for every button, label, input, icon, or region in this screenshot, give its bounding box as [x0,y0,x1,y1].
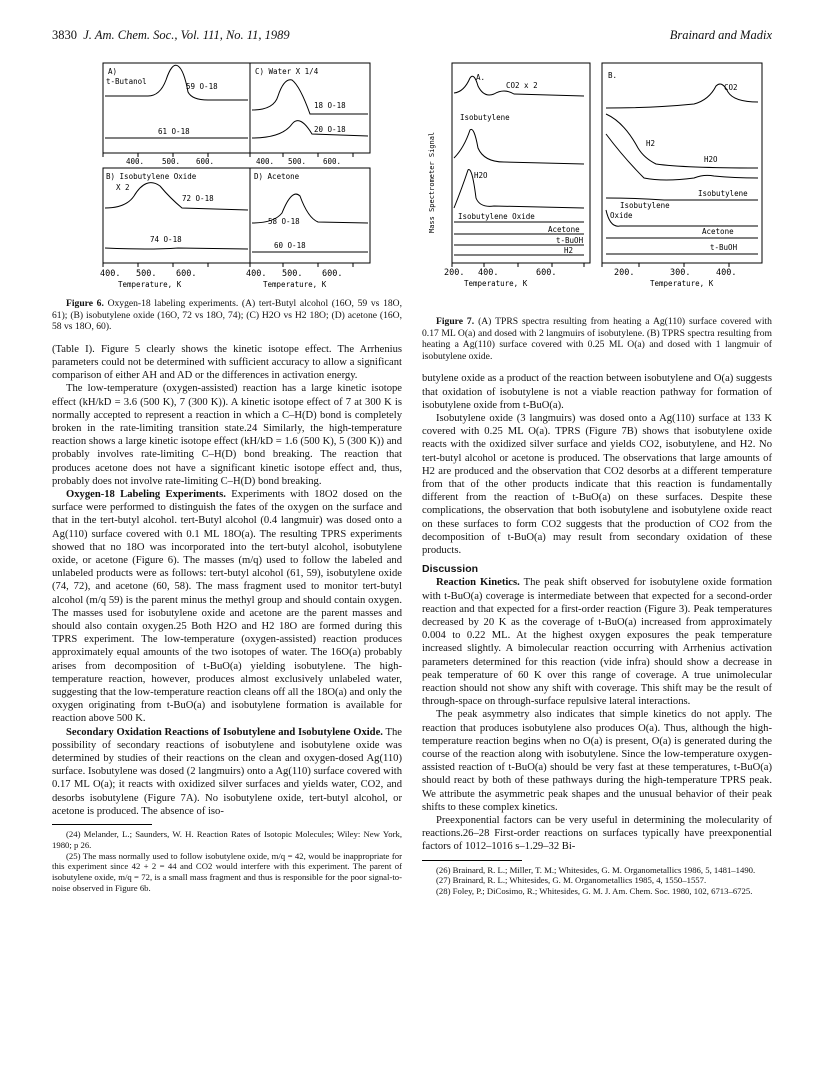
fig6-xlabel-right: Temperature, K [263,280,327,289]
fig7-b-tbuoh: t-BuOH [710,243,738,252]
fig6-c-label: C) Water X 1/4 [255,67,319,76]
fig7-a-tick-3: 600. [536,268,557,278]
fig6-c-trace-20 [252,121,368,138]
right-column [422,316,772,897]
figure-7-caption [422,316,772,362]
fig7-b-h2o-trace [606,134,758,180]
fig7-a-h2o: H2O [474,171,488,180]
footnote-28: (28) Foley, P.; DiCosimo, R.; Whitesides, G. M. J. Am. Chem. Soc. 1980, 102, 6713–6725. [436,886,753,897]
left-paragraph-2: The low-temperature (oxygen-assisted) reaction has a large kinetic isotope effect (kH/kD = 3.6 (500 K), 7 (300 K)). A kinetic isotope effect of 7 at 300 K is normally accepted to represent a reaction in which a C–H(D) bond is completely broken in the rate-limiting transition state.24 Similarly, the high-temperature reaction shows a large kinetic isotope effect (kH/kD = 1.6 (500 K), 5 (300 K)) and probably involves rate-limiting C–H(D) bond breaking. The reaction that produces acetone does not have a significant kinetic isotope effect and, thus, probably does not involve rate-limiting C–H(D) bond breaking. [52,383,402,487]
fig6-b-lower: 74 O-18 [150,235,182,244]
fig6-b-mult: X 2 [116,183,130,192]
footnote-25: (25) The mass normally used to follow isobutylene oxide, m/q = 42, would be inappropriate for this experiment since 42 + 2 = 44 and CO2 would interfere with this experiment. The parent of isobutylene oxide, m/q = 72, is a small mass fragment and thus is responsible for the poor signal-to-noise observed in Figure 6b. [52,850,402,894]
fig6-panel-c-frame [250,63,370,153]
fig7-a-acetone: Acetone [548,225,580,234]
right-paragraph-4: The peak asymmetry also indicates that simple kinetics do not apply. The reaction that produces isobutylene also produces O(a). Thus, although the high-temperature reaction begins when no O(a) is present, O(a) is generated during the course of the reaction along with isobutylene. Since the low-temperature oxygen-assisted reaction of t-BuO(a) should be very fast at these temperatures, t-BuO(a) should react by both of these pathways during the high-temperature TPRS peak. We attribute the asymmetric peak shapes and the unusual behavior of their peak shifts to these complex kinetics. [422,709,772,813]
fig7-b-isobutylene-trace [606,198,758,200]
right-paragraph-5: Preexponential factors can be very useful in determining the molecularity of reactions.26–28 First-order reactions on surfaces typically have preexponential factors of 1012–1016 s–1.29–32 Bi- [422,815,772,853]
fig7-ticks [452,263,729,267]
fig6-bottom-ticks [103,263,353,267]
figure-7 [424,58,774,303]
fig6-a-compound: t-Butanol [106,77,147,86]
fig6-b-trace-74 [105,248,248,249]
fig6-bottom-tick-5: 500. [282,269,303,279]
fig6-xlabel-left: Temperature, K [118,280,182,289]
discussion-heading: Discussion [422,563,479,576]
figure-6 [78,58,378,298]
fig6-a-lower: 61 O-18 [158,127,190,136]
fig7-xlabel-a: Temperature, K [464,279,528,288]
fig7-b-h2o: H2O [704,155,718,164]
fig7-a-isobutylene: Isobutylene [460,113,510,122]
fig6-top-tick-6: 600. [323,157,342,166]
footnote-26: (26) Brainard, R. L.; Miller, T. M.; Whitesides, G. M. Organometallics 1986, 5, 1481–1490. [436,864,756,875]
fig6-c-upper: 18 O-18 [314,101,346,110]
fig6-top-tick-5: 500. [288,157,307,166]
fig7-panel-b-frame [602,63,762,263]
left-paragraph-3 [52,488,402,726]
fig7-yaxis-label: Mass Spectrometer Signal [428,131,436,233]
fig6-bottom-tick-4: 400. [246,269,267,279]
fig6-b-label: B) Isobutylene Oxide [106,172,197,181]
fig7-panel-a: A. [476,73,486,82]
figure-7-caption-label: Figure 7. [436,316,475,327]
fig6-bottom-tick-2: 500. [136,269,157,279]
fig6-top-tick-4: 400. [256,157,275,166]
footnote-rule-right [422,860,522,861]
left-paragraph-4 [52,726,402,818]
fig7-a-h2: H2 [564,246,574,255]
figure-7-caption-text: (A) TPRS spectra resulting from heating a Ag(110) surface covered with 0.17 ML O(a) and dosed with 2 langmuirs of isobutylene. (B) TPRS spectra resulting from heating a Ag(110) surface covered with 0.25 ML O(a) and dosed with 1 langmuir of isobutylene oxide. [422,316,772,362]
fig6-d-label: D) Acetone [254,172,300,181]
left-paragraph-3-text: Experiments with 18O2 dosed on the surface were performed to distinguish the fates of the oxygen on the surface and that in the tert-butyl alcohol. tert-Butyl alcohol (0.4 langmuir) was dosed onto a Ag(110) surface covered with 0.1 ML 18O(a). The resulting TPRS experiments showed that no 18O was incorporated into the tert-butyl alcohol, isobutylene oxide, or acetone (Figure 6). The masses (m/q) used to follow the labeled and unlabeled products were as follows: tert-butyl alcohol (61, 59), isobutylene oxide (74, 72), and acetone (60, 58). The mass fragment used to monitor tert-butyl alcohol (m/q 59) is the parent minus the methyl group and should contain oxygen. The masses used for isobutylene oxide and acetone are the parent masses and should also contain oxygen.25 Both H2O and H2 18O are formed during this TPRS experiment. The low-temperature (oxygen-assisted) reaction produces approximately equal amounts of the two isotopes of water. The 16O(a) probably arises from decomposition of t-BuO(a) yielding isobutylene. The high-temperature reaction, however, produces almost exclusively unlabeled water, suggesting that the low-temperature reaction cleans off all the 18O(a) and only the oxygen originating from t-BuO(a) and isobutylene formation is available for reaction above 500 K. [52,489,402,725]
fig7-b-co2: CO2 [724,83,738,92]
fig7-b-h2-trace [606,114,758,168]
fig7-b-tick-1: 200. [614,268,635,278]
fig6-a-upper: 59 O-18 [186,82,218,91]
header-authors: Brainard and Madix [669,28,772,42]
fig6-top-tick-1: 400. [126,157,145,166]
right-paragraph-3-text: The peak shift observed for isobutylene oxide formation with t-BuO(a) coverage is intermediate between that expected for a second-order reaction and that expected for a first-order reaction (Figure 3). Peak temperatures decreased by 20 K as the coverage of t-BuO(a) increased from approximately 0.004 to 0.22 ML. At the highest oxygen exposures the peak temperature increased slightly. A bimolecular reaction occurring with Arrhenius activation parameters determined for this reaction (vide infra) should show a decrease in peak temperature of 60 K over this range of coverage. A true unimolecular reaction should not show any shift with coverage. This shift may be the result of through-space on through-surface repulsive lateral interactions. [422,577,772,708]
secondary-oxidation-heading: Secondary Oxidation Reactions of Isobutylene and Isobutylene Oxide. [66,726,383,738]
fig6-b-upper: 72 O-18 [182,194,214,203]
header-left [52,28,290,43]
footnote-24: (24) Melander, L.; Saunders, W. H. Reaction Rates of Isotopic Molecules; Wiley: New York, 1980; p 26. [52,829,402,850]
fig6-top-tick-3: 600. [196,157,215,166]
fig7-b-tick-2: 300. [670,268,691,278]
fig6-d-lower: 60 O-18 [274,241,306,250]
fig7-a-tick-1: 200. [444,268,465,278]
fig7-b-acetone: Acetone [702,227,734,236]
figure-6-caption [52,298,402,333]
fig6-bottom-tick-1: 400. [100,269,121,279]
fig6-top-tick-2: 500. [162,157,181,166]
fig6-d-upper: 58 O-18 [268,217,300,226]
right-paragraph-2: Isobutylene oxide (3 langmuirs) was dosed onto a Ag(110) surface at 133 K covered with 0.25 ML O(a). TPRS (Figure 7B) shows that isobutylene oxide reacts with the oxidized silver surface and yields CO2, isobutylene, and H2. No tert-butyl alcohol or acetone is produced. The observations that large amounts of H2 are produced and the observation that CO2 desorbs at a different temperature from that of the other products indicate that this reaction is fundamentally different from the reaction of t-BuO(a) on these surfaces. Despite these complications, the observation that both isobutylene and isobutylene oxide react on these surfaces to form CO2 suggests that the production of CO2 from the decomposition of t-BuO(a) may result from secondary oxidation of these products. [422,412,772,557]
fig7-b-iso-oxide-2: Oxide [610,211,633,220]
fig7-a-tbuoh: t-BuOH [556,236,584,245]
fig6-bottom-tick-6: 600. [322,269,343,279]
fig7-b-tick-3: 400. [716,268,737,278]
fig7-b-isobutylene: Isobutylene [698,189,748,198]
fig7-a-co2: CO2 x 2 [506,81,538,90]
fig7-a-tick-2: 400. [478,268,499,278]
fig6-c-trace-18 [252,80,368,114]
fig6-c-lower: 20 O-18 [314,125,346,134]
fig7-panel-b: B. [608,71,618,80]
journal-citation: J. Am. Chem. Soc., Vol. 111, No. 11, 1989 [83,28,290,42]
figure-6-caption-label: Figure 6. [66,298,104,309]
fig6-a-label: A) [108,67,118,76]
fig7-b-iso-oxide-1: Isobutylene [620,201,670,210]
left-paragraph-1: (Table I). Figure 5 clearly shows the kinetic isotope effect. The Arrhenius parameters could not be determined with sufficient accuracy to allow a significant comparison of either AH and AD or the differences in activation energy. [52,343,402,382]
left-paragraph-4-text: The possibility of secondary reactions of isobutylene and isobutylene oxide was determined by studies of their reactions on the clean and oxygen-dosed Ag(110) surface. Isobutylene was dosed (2 langmuirs) onto a Ag(110) surface covered with 0.17 ML O(a); it reacts with oxidized silver surfaces and yields water, CO2, and desorbs isobutylene (Figure 7A). No isobutylene oxide, tert-butyl alcohol, or acetone is produced. The absence of iso- [52,726,402,817]
figure-6-caption-text: Oxygen-18 labeling experiments. (A) tert-Butyl alcohol (16O, 59 vs 18O, 61); (B) isobutylene oxide (16O, 72 vs 18O, 74); (C) H2O vs H2 18O; (D) acetone (16O, 58 vs 18O, 60). [52,298,402,333]
reaction-kinetics-heading: Reaction Kinetics. [436,577,520,589]
fig7-xlabel-b: Temperature, K [650,279,714,288]
left-column [52,298,402,894]
fig6-bottom-tick-3: 600. [176,269,197,279]
footnote-27: (27) Brainard, R. L.; Whitesides, G. M. Organometallics 1985, 4, 1550–1557. [436,875,707,886]
oxygen-18-heading: Oxygen-18 Labeling Experiments. [66,489,226,501]
right-paragraph-3 [422,576,772,708]
page-number: 3830 [52,28,77,42]
fig7-a-iso-oxide: Isobutylene Oxide [458,212,535,221]
right-paragraph-1: butylene oxide as a product of the reaction between isobutylene and O(a) suggests that oxidation of isobutylene is not a viable reaction pathway for formation of isobutylene oxide from t-BuO(a). [422,373,772,411]
footnote-rule-left [52,824,152,825]
fig7-b-h2: H2 [646,139,656,148]
fig7-a-isobutylene-trace [454,129,584,164]
